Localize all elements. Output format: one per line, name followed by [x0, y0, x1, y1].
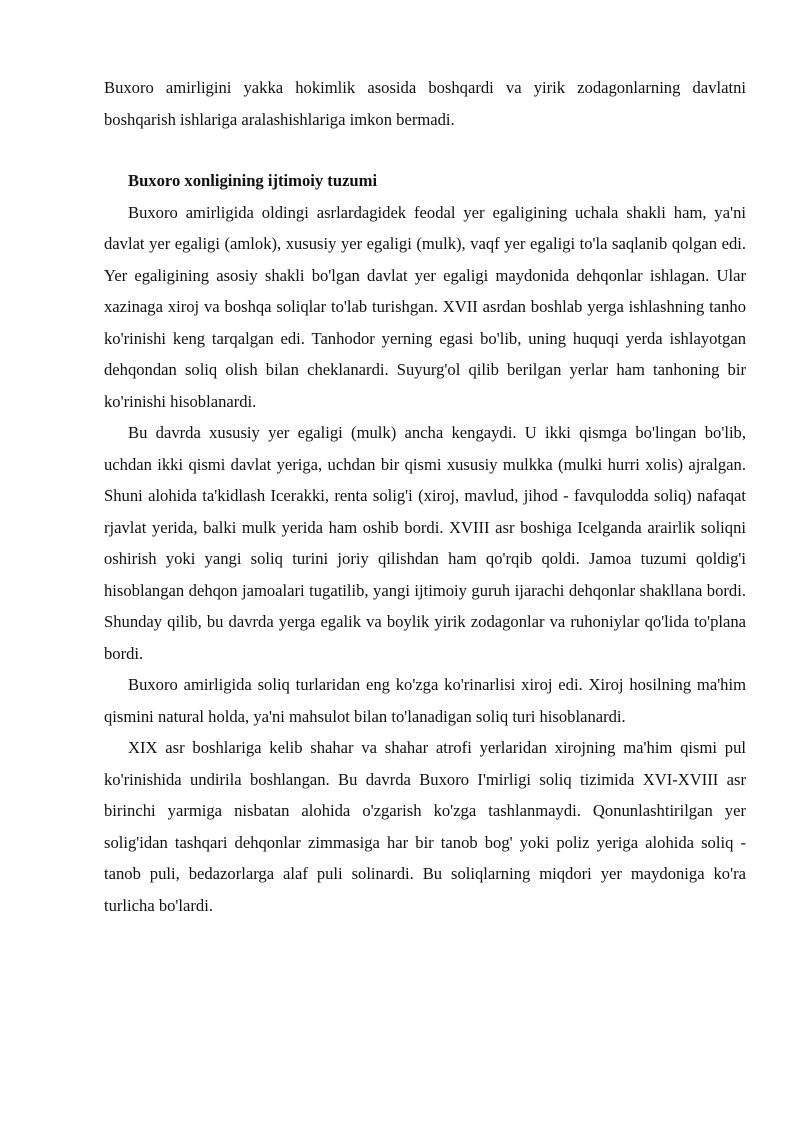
- section-heading: Buxoro xonligining ijtimoiy tuzumi: [128, 171, 378, 190]
- document-page: [104, 72, 746, 921]
- body-paragraph: Buxoro amirligida soliq turlaridan eng ko'zga ko'rinarlisi xiroj edi. Xiroj hosilning ma'him qismini natural holda, ya'ni mahsulot bilan to'lanadigan soliq turi hisoblanardi.: [104, 675, 746, 726]
- intro-paragraph: Buxoro amirligini yakka hokimlik asosida boshqardi va yirik zodagonlarning davlatni boshqarish ishlariga aralashishlariga imkon bermadi.: [104, 78, 746, 129]
- body-paragraph: Bu davrda xususiy yer egaligi (mulk) ancha kengaydi. U ikki qismga bo'lingan bo'lib, uchdan ikki qismi davlat yeriga, uchdan bir qismi xususiy mulkka (mulki hurri xolis) ajralgan. Shuni alohida ta'kidlash Icerakki, renta solig'i (xiroj, mavlud, jihod - favqulodda soliq) nafaqat rjavlat yerida, balki mulk yerida ham oshib bordi. XVIII asr boshiga Icelganda arairlik soliqni oshirish yoki yangi soliq turini joriy qilishdan ham qo'rqib qoldi. Jamoa tuzumi qoldig'i hisoblangan dehqon jamoalari tugatilib, yangi ijtimoiy guruh ijarachi dehqonlar shakllana bordi. Shunday qilib, bu davrda yerga egalik va boylik yirik zodagonlar va ruhoniylar qo'lida to'plana bordi.: [104, 423, 746, 663]
- body-paragraph: Buxoro amirligida oldingi asrlardagidek feodal yer egaligining uchala shakli ham, ya'ni davlat yer egaligi (amlok), xususiy yer egaligi (mulk), vaqf yer egaligi to'la saqlanib qolgan edi. Yer egaligining asosiy shakli bo'lgan davlat yer egaligi maydonida dehqonlar ishlagan. Ular xazinaga xiroj va boshqa soliqlar to'lab turishgan. XVII asrdan boshlab yerga ishlashning tanho ko'rinishi keng tarqalgan edi. Tanhodor yerning egasi bo'lib, uning huquqi yerda ishlayotgan dehqondan soliq olish bilan cheklanardi. Suyurg'ol qilib berilgan yerlar ham tanhoning bir ko'rinishi hisoblanardi.: [104, 202, 746, 411]
- body-paragraph: XIX asr boshlariga kelib shahar va shahar atrofi yerlaridan xirojning ma'him qismi pul ko'rinishida undirila boshlangan. Bu davrda Buxoro I'mirligi soliq tizimida XVI-XVIII asr birinchi yarmiga nisbatan alohida o'zgarish ko'zga tashlanmaydi. Qonunlashtirilgan yer solig'idan tashqari dehqonlar zimmasiga har bir tanob bog' yoki poliz yeriga alohida soliq - tanob puli, bedazorlarga alaf puli solinardi. Bu soliqlarning miqdori yer maydoniga ko'ra turlicha bo'lardi.: [104, 738, 746, 915]
